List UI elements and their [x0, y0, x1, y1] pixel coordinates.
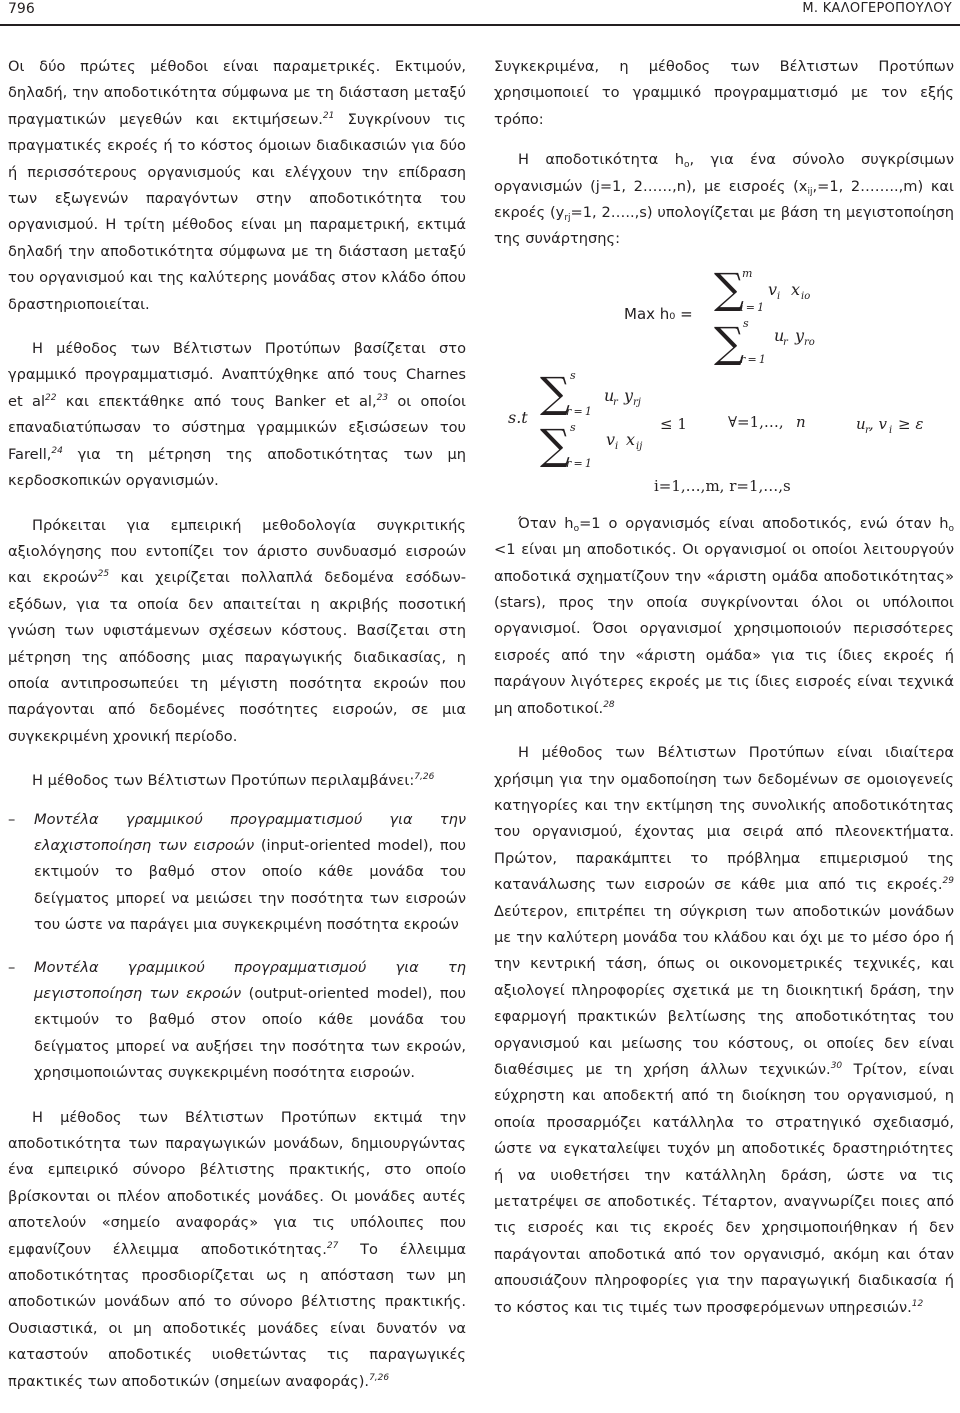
list-item: – Μοντέλα γραμμικού προγραμματισμού για την ελαχιστοποίηση των εισροών (input-oriented model), που εκτιμούν το βαθμό στον οποίο κάθε μονάδα του δείγματος μπορεί να μειώσει την ποσότητα των εισροών του ώστε να παράγει μια συγκεκριμένη ποσότητα εκροών — [8, 807, 466, 939]
constraint-bound: ≤ 1 — [660, 414, 687, 433]
footnote-ref: 7,26 — [414, 772, 435, 783]
positivity-epsilon: ≥ ε — [898, 414, 924, 433]
index-ranges: i=1,…,m, r=1,…,s — [654, 476, 791, 495]
right-column — [494, 54, 954, 1339]
summation-symbol: ∑ — [714, 263, 744, 313]
upper-limit: s — [570, 420, 576, 434]
footnote-ref: 23 — [376, 392, 389, 403]
subscript: i — [777, 290, 781, 302]
positivity-u: u — [856, 414, 866, 433]
left-column — [8, 54, 466, 1413]
summation-symbol: ∑ — [540, 419, 570, 469]
lower-limit: i = 1 — [740, 300, 765, 314]
weight-v: v — [606, 429, 616, 449]
weight-u: u — [774, 325, 785, 345]
subscript: io — [801, 290, 811, 302]
footnote-ref: 7,26 — [369, 1372, 390, 1383]
paragraph-best-practice-frontier: Η μέθοδος των Βέλτιστων Προτύπων εκτιμά την αποδοτικότητα των παραγωγικών μονάδων, δημιουργώντας ένα εμπειρικό σύνορο βέλτιστης πρακτικής, στο οποίο βρίσκονται οι πλέον αποδοτικές μονάδες. Οι μονάδες αυτές αποτελούν «σημείο αναφοράς» για τις υπόλοιπες που εμφανίζουν έλλειμμα αποδοτικότητας.$^{27}$ Το έλλειμμα αποδοτικότητας προσδιορίζεται ως η απόσταση των μη αποδοτικών μονάδων από το σύνορο βέλτιστης πρακτικής. Ουσιαστικά, οι μη αποδοτικές μονάδες είναι δυνατόν να καταστούν αποδοτικές υιοθετώντας τις παραγωγικές πρακτικές των αποδοτικών (σημείων αναφοράς).$^{7,26}$ — [8, 1108, 466, 1390]
lp-formula — [494, 261, 954, 497]
footnote-ref: 28 — [603, 699, 615, 710]
lower-limit: r = 1 — [566, 404, 592, 418]
paragraph-efficiency-interpretation: Όταν $h_o=1$ ο οργανισμός είναι αποδοτικός, ενώ όταν $h_o <1$ είναι μη αποδοτικός. Οι οργανισμοί οι οποίοι λειτουργούν αποδοτικά σχηματίζουν την «άριστη ομάδα αποδοτικότητας» (stars), προς την οποία συγκρίνονται όλοι οι υπόλοιποι οργανισμοί. Όσοι οργανισμοί χρησιμοποιούν περισσότερες εισροές από την «άριστη ομάδα» για τις ίδιες εκροές ή παράγουν λιγότερες εκροές με τις ίδιες εισροές είναι τεχνικά μη αποδοτικοί.$^{28}$ — [494, 514, 954, 717]
lower-limit: r = 1 — [566, 456, 592, 470]
input-x: x — [791, 279, 801, 299]
footnote-ref: 25 — [97, 569, 110, 580]
footnote-ref: 24 — [51, 445, 63, 456]
subscript: r — [783, 336, 788, 348]
dash-bullet: – — [8, 810, 16, 828]
page-header — [0, 0, 960, 22]
page-number: 796 — [8, 1, 35, 17]
list-item: – Μοντέλα γραμμικού προγραμματισμού για τη μεγιστοποίηση των εκροών (output-oriented model), που εκτιμούν το βαθμό στον οποίο κάθε μονάδα του δείγματος μπορεί να αυξήσει την ποσότητα των εκροών, χρησιμοποιώντας συγκεκριμένη ποσότητα εισροών. — [8, 955, 466, 1087]
paragraph-dea-includes: Η μέθοδος των Βέλτιστων Προτύπων περιλαμβάνει:$^{7,26}$ — [32, 772, 435, 790]
paragraph-efficiency-definition: Η αποδοτικότητα $h_o$, για ένα σύνολο συγκρίσιμων οργανισμών (j=1, 2……,n), με εισροές ($x_{ij},=1$, 2……..,m) και εκροές ($y_{rj}=1$, 2…..,s) υπολογίζεται με βάση τη μεγιστοποίηση της συνάρτησης: — [494, 151, 954, 248]
subscript: rj — [633, 396, 641, 408]
paragraph-lp-intro: Συγκεκριμένα, η μέθοδος των Βέλτιστων Προτύπων χρησιμοποιεί το γραμμικό προγραμματισμό με τον εξής τρόπο: — [494, 58, 954, 128]
positivity-v: , v — [869, 414, 888, 433]
constraint-index: ∀=1,…, — [728, 412, 784, 431]
footnote-ref: 29 — [942, 876, 954, 887]
upper-limit: s — [570, 368, 576, 382]
dash-bullet: – — [8, 958, 16, 976]
summation-symbol: ∑ — [714, 317, 744, 367]
output-y: y — [624, 385, 634, 405]
subscript: r — [865, 424, 870, 436]
paragraph-parametric-methods: Οι δύο πρώτες μέθοδοι είναι παραμετρικές. Εκτιμούν, δηλαδή, την αποδοτικότητα σύμφωνα με τη διάσταση μεταξύ πραγματικών μεγεθών και εκτιμήσεων.$^{21}$ Συγκρίνουν τις πραγματικές εκροές ή το κόστος όμοιων διαδικασιών για δύο ή περισσότερους οργανισμούς και ελέγχουν την επίδραση των εξωγενών παραγόντων στην αποδοτικότητα του οργανισμού. Η τρίτη μέθοδος είναι μη παραμετρική, εκτιμά δηλαδή την αποδοτικότητα σύμφωνα με τη διάσταση μεταξύ του οργανισμού και της καλύτερης μονάδας στον κλάδο όπου δραστηριοποιείται. — [8, 58, 466, 313]
max-h0-label: Max h₀ = — [624, 304, 693, 323]
subscript: r — [613, 396, 618, 408]
running-head-author: Μ. ΚΑΛΟΓΕΡΟΠΟΥΛΟΥ — [802, 1, 952, 16]
subscript: i — [615, 440, 619, 452]
footnote-ref: 12 — [911, 1298, 924, 1309]
weight-u: u — [604, 385, 615, 405]
subscript: ro — [804, 336, 815, 348]
upper-limit: m — [742, 266, 753, 280]
paragraph-empirical-methodology: Πρόκειται για εμπειρική μεθοδολογία συγκριτικής αξιολόγησης που εντοπίζει τον άριστο συνδυασμό εισροών και εκροών$^{25}$ και χειρίζεται πολλαπλά δεδομένα εσόδων-εξόδων, για τα οποία δεν απαιτείται η ακριβής ποσοτική γνώση των υφιστάμενων σχέσεων κόστους. Βασίζεται στη μέτρηση της απόδοσης μιας παραγωγικής διαδικασίας, η οποία αντιπροσωπεύει τη μέγιστη ποσότητα εκροών που παράγονται από δεδομένες ποσότητες εισροών, σε μια συγκεκριμένη χρονική περίοδο. — [8, 516, 466, 745]
header-rule — [0, 24, 960, 26]
footnote-ref: 30 — [830, 1060, 843, 1071]
input-x: x — [626, 429, 636, 449]
formula-graphic — [494, 261, 954, 497]
subject-to-label: s.t — [508, 407, 528, 427]
footnote-ref: 22 — [45, 392, 57, 403]
weight-v: v — [768, 279, 778, 299]
subscript: ij — [636, 440, 643, 452]
lower-limit: r = 1 — [740, 352, 766, 366]
footnote-ref: 27 — [326, 1240, 339, 1251]
subscript: i — [889, 424, 893, 436]
footnote-ref: 21 — [322, 110, 335, 121]
constraint-index-n: n — [796, 412, 806, 431]
upper-limit: s — [743, 316, 749, 330]
output-y: y — [795, 325, 805, 345]
summation-symbol: ∑ — [540, 367, 570, 417]
paragraph-dea-origin: Η μέθοδος των Βέλτιστων Προτύπων βασίζεται στο γραμμικό προγραμματισμό. Αναπτύχθηκε από τους Charnes et $al^{22}$ και επεκτάθηκε από τους Banker et al,$^{23}$ οι οποίοι επαναδιατύπωσαν το σύστημα γραμμικών εξισώσεων του Farell,$^{24}$ για τη μέτρηση της αποδοτικότητας των μη κερδοσκοπικών οργανισμών. — [8, 340, 466, 490]
paragraph-advantages: Η μέθοδος των Βέλτιστων Προτύπων είναι ιδιαίτερα χρήσιμη για την ομαδοποίηση των δεδομένων σε ομοιογενείς κατηγορίες και την εκτίμηση της συνολικής αποδοτικότητας του οργανισμού, έχοντας μια σειρά από πλεονεκτήματα. Πρώτον, παρακάμπτει το πρόβλημα επιμερισμού της κατανάλωσης των εισροών σε κάθε μια από τις εκροές.$^{29}$ Δεύτερον, επιτρέπει τη σύγκριση των αποδοτικών μονάδων με την καλύτερη μονάδα του κλάδου και όχι με το μέσο όρο ή την κεντρική τάση, όπως οι οικονομετρικές τεχνικές, και αξιολογεί πληροφορίες σχετικά με τη διοικητική δράση, την εφαρμογή πρακτικών βελτίωσης της αποδοτικότητας του οργανισμού και μείωσης του κόστους, οι οποίες δεν είναι διαθέσιμες με τη χρήση άλλων τεχνικών.$^{30}$ Τρίτον, είναι εύχρηστη και αποδεκτή από τη διοίκηση του οργανισμού, η οποία προσαρμόζει κατάλληλα το στρατηγικό σχεδιασμό, ώστε να εγκαταλείψει τυχόν μη αποδοτικές δραστηριότητες ή να υιοθετήσει την κατάλληλη δράση, ώστε να τις μετατρέψει σε αποδοτικές. Τέταρτον, αναγνωρίζει ποιες από τις εισροές και τις εκροές δεν χρησιμοποιήθηκαν ή δεν παράγονται αποδοτικά από τον οργανισμό, ακόμη και όταν απουσιάζουν πληροφορίες για την παραγωγική διαδικασία ή το κόστος και τις τιμές των προσφερόμενων υπηρεσιών.$^{12}$ — [494, 744, 954, 1316]
model-list — [8, 807, 466, 1087]
